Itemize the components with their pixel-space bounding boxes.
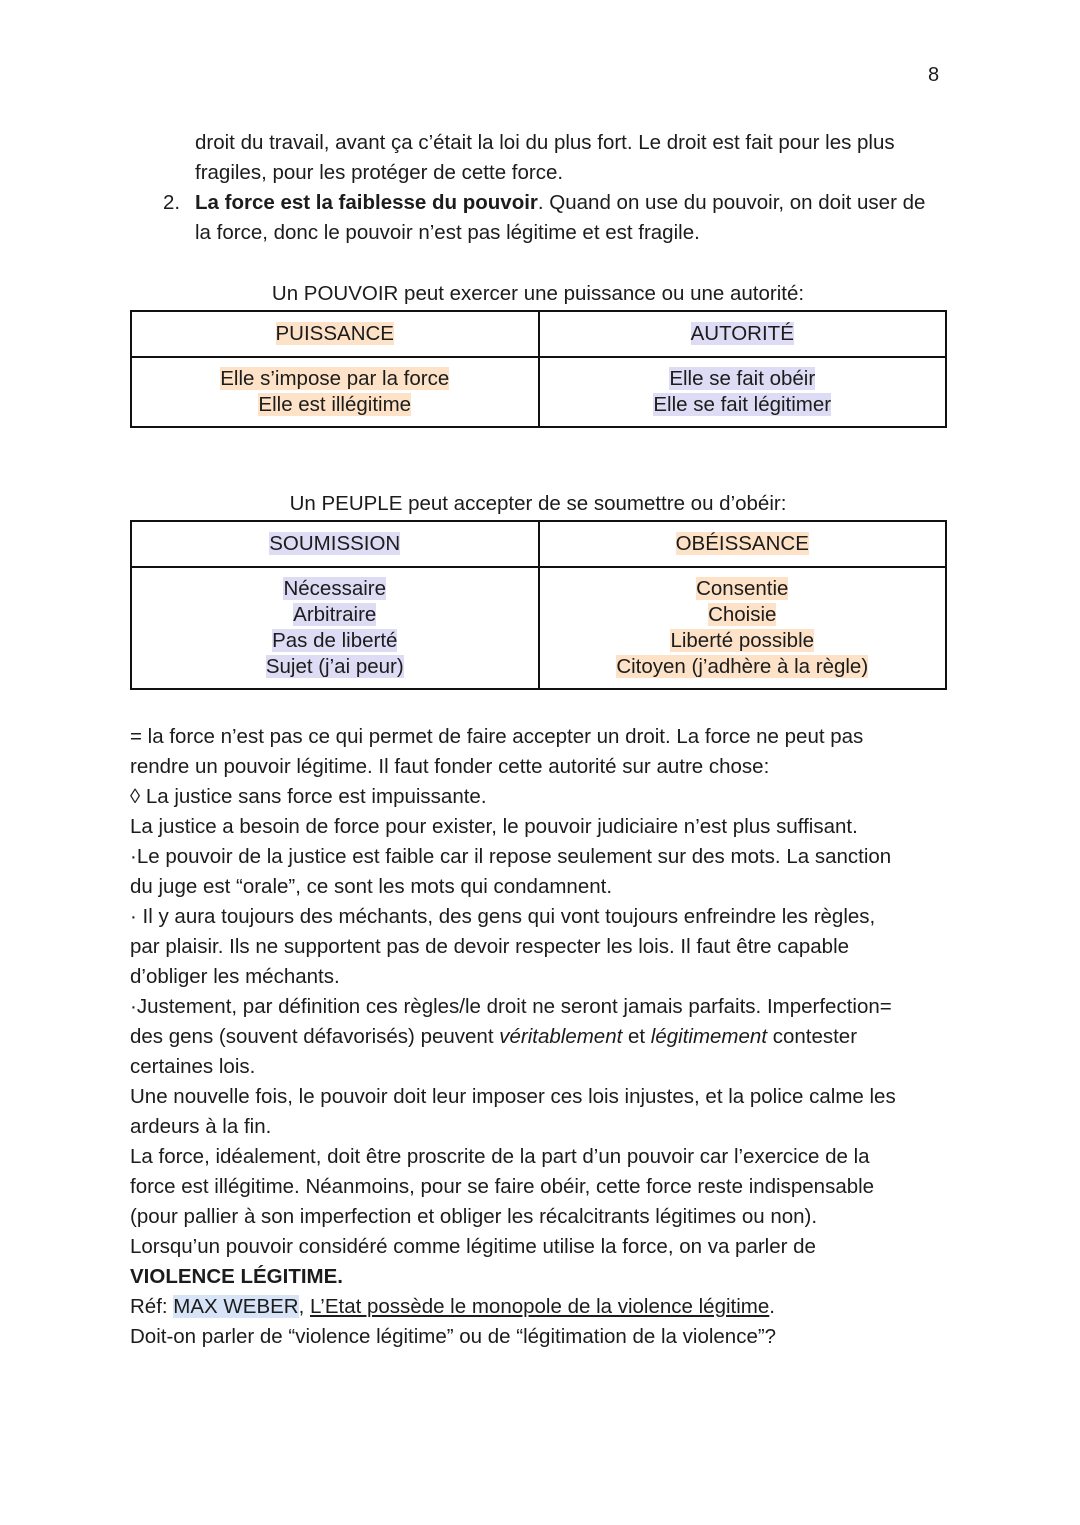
table-cell-line: Consentie [696,577,789,600]
reference-line: Réf: MAX WEBER, L’Etat possède le monopole de la violence légitime. [130,1295,775,1318]
table2-header-obeissance: OBÉISSANCE [539,521,947,567]
table-cell-line: Liberté possible [670,629,815,652]
text-line: certaines lois. [130,1055,256,1078]
bold-statement: La force est la faiblesse du pouvoir [195,191,538,214]
text-line: ◊ La justice sans force est impuissante. [130,785,487,808]
page-number: 8 [928,64,940,86]
text-line: · Il y aura toujours des méchants, des gens qui vont toujours enfreindre les règles, [130,905,876,928]
text-line: droit du travail, avant ça c’était la loi du plus fort. Le droit est fait pour les plus [195,131,895,154]
text-line: par plaisir. Ils ne supportent pas de devoir respecter les lois. Il faut être capable [130,935,850,958]
table-cell-line: Nécessaire [283,577,387,600]
text-fragment: . Quand on use du pouvoir, on doit user de [537,191,926,214]
text-line: La force, idéalement, doit être proscrite de la part d’un pouvoir car l’exercice de la [130,1145,870,1168]
table1-header-puissance: PUISSANCE [131,311,539,357]
text-line: d’obliger les méchants. [130,965,340,988]
text-line: rendre un pouvoir légitime. Il faut fonder cette autorité sur autre chose: [130,755,770,778]
text-line: ·Justement, par définition ces règles/le droit ne seront jamais parfaits. Imperfection= [130,995,892,1018]
text-line: La justice a besoin de force pour exister, le pouvoir judiciaire n’est plus suffisant. [130,815,858,838]
numbered-list-item-2 [163,188,963,248]
text-line: fragiles, pour les protéger de cette force. [195,161,564,184]
table-cell-line: Elle se fait obéir [669,367,816,390]
text-line: du juge est “orale”, ce sont les mots qui condamnent. [130,875,613,898]
table-cell-line: Elle est illégitime [258,393,412,416]
peuple-table [130,520,947,690]
table1-caption: Un POUVOIR peut exercer une puissance ou une autorité: [271,282,805,305]
text-line: ardeurs à la fin. [130,1115,272,1138]
text-line: la force, donc le pouvoir n’est pas légitime et est fragile. [195,221,700,244]
table1-header-autorite: AUTORITÉ [539,311,947,357]
bold-term: VIOLENCE LÉGITIME. [130,1265,343,1288]
table2-caption: Un PEUPLE peut accepter de se soumettre ou d’obéir: [289,492,787,515]
table-cell-line: Elle se fait légitimer [653,393,832,416]
table2-cell-soumission [131,567,539,689]
body-paragraph [130,722,960,1352]
table1-cell-puissance [131,357,539,427]
text-line: Une nouvelle fois, le pouvoir doit leur imposer ces lois injustes, et la police calme les [130,1085,896,1108]
list-item-body [195,188,963,248]
reference-quote: L’Etat possède le monopole de la violence légitime [310,1295,770,1318]
table-cell-line: Sujet (j’ai peur) [265,655,404,678]
text-line: Lorsqu’un pouvoir considéré comme légitime utilise la force, on va parler de [130,1235,816,1258]
italic-word: légitimement [650,1025,768,1048]
list-number: 2. [163,191,181,214]
text-line: des gens (souvent défavorisés) peuvent véritablement et légitimement contester [130,1025,858,1048]
text-line: Doit-on parler de “violence légitime” ou de “légitimation de la violence”? [130,1325,777,1348]
text-line: ·Le pouvoir de la justice est faible car il repose seulement sur des mots. La sanction [130,845,892,868]
table-cell-line: Elle s’impose par la force [220,367,450,390]
table1-cell-autorite [539,357,947,427]
table2-header-soumission: SOUMISSION [131,521,539,567]
reference-author: MAX WEBER [173,1295,299,1318]
table-cell-line: Arbitraire [293,603,377,626]
table-cell-line: Choisie [708,603,777,626]
pouvoir-table [130,310,947,428]
table-cell-line: Citoyen (j’adhère à la règle) [616,655,869,678]
table2-cell-obeissance [539,567,947,689]
text-line: (pour pallier à son imperfection et obliger les récalcitrants légitimes ou non). [130,1205,818,1228]
text-line: force est illégitime. Néanmoins, pour se faire obéir, cette force reste indispensable [130,1175,875,1198]
continuation-paragraph [195,128,965,188]
italic-word: véritablement [499,1025,623,1048]
text-line: = la force n’est pas ce qui permet de faire accepter un droit. La force ne peut pas [130,725,864,748]
table-cell-line: Pas de liberté [272,629,398,652]
